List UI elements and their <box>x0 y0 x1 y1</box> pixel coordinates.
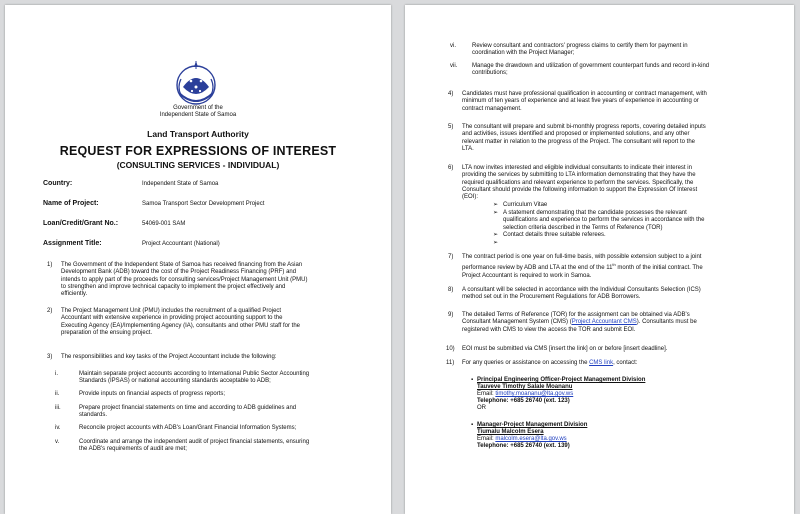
item-vi-number: vi. <box>450 43 456 49</box>
item-line: Manage the drawdown and utilization of government counterpart funds and record in-kind <box>472 63 710 69</box>
cms-link[interactable]: CMS link <box>589 360 614 366</box>
bullet-arrow-icon: ➢ <box>493 210 499 216</box>
item-vi <box>472 43 764 58</box>
field-value-project: Samoa Transport Sector Development Project <box>142 201 265 207</box>
item-vii-number: vii. <box>450 63 458 69</box>
contact-1 <box>471 377 646 412</box>
para-10: EOI must be submitted via CMS [insert the link] on or before [insert deadline]. <box>462 346 668 352</box>
field-value-country: Independent State of Samoa <box>142 181 219 187</box>
gov-line-1: Government of the <box>173 105 223 111</box>
para-5 <box>462 124 762 153</box>
bullet-arrow-icon: ➢ <box>493 202 499 208</box>
para-5-line: relevant matter in relation to the progress of the Project. The consultant will report to the <box>462 138 696 145</box>
para-1-number: 1) <box>47 262 53 268</box>
contact-2-phone: Telephone: +685 26740 (ext. 139) <box>477 443 570 449</box>
bullet-line: selection criteria described in the Terms of Reference (TOR) <box>503 224 663 231</box>
para-8 <box>462 287 762 302</box>
eoi-bullet-cv <box>503 202 761 209</box>
para-6-line: (EOI): <box>462 194 478 201</box>
contact-2-email-link[interactable]: malcolm.esera@lta.gov.ws <box>495 436 567 442</box>
field-value-assignment: Project Accountant (National) <box>142 241 220 247</box>
contact-1-name: Tauveve Timothy Salale Moananu <box>477 384 573 390</box>
para-5-number: 5) <box>448 124 454 130</box>
para-6-number: 6) <box>448 165 454 171</box>
item-i <box>79 371 361 386</box>
item-vii <box>472 63 764 78</box>
item-ii-number: ii. <box>55 391 60 397</box>
bullet-arrow-icon: ➢ <box>493 240 499 246</box>
para-11-text: For any queries or assistance on accessing the <box>462 360 590 366</box>
item-i-number: i. <box>55 371 58 377</box>
para-4-line: minimum of ten years of experience and at least five years of experience in accounting or <box>462 98 699 105</box>
para-1-line: Development Bank (ADB) toward the cost of the Project Readiness Financing (PRF) and <box>61 269 297 276</box>
field-label-country: Country: <box>43 180 73 187</box>
item-line: Standards (IPSAS) or national accounting standards acceptable to ADB; <box>79 378 271 385</box>
para-2 <box>61 308 359 337</box>
para-8-line: A consultant will be selected in accordance with the Individual Consultants Selection (ICS) <box>462 287 701 293</box>
bullet-line: A statement demonstrating that the candidate possesses the relevant <box>503 210 687 216</box>
para-11-number: 11) <box>446 360 455 366</box>
para-2-line: Accountant with extensive experience in providing project accounting support to the <box>61 315 283 322</box>
para-10-number: 10) <box>446 346 455 352</box>
para-4 <box>462 91 762 113</box>
item-iii <box>79 405 361 420</box>
field-label-assignment: Assignment Title: <box>43 240 102 247</box>
contact-1-phone: Telephone: +685 26740 (ext. 123) <box>477 398 570 404</box>
para-9-line: The detailed Terms of Reference (TOR) for the assignment can be obtained via ADB's <box>462 312 690 318</box>
para-7-text: month of the initial contract. The <box>615 265 703 272</box>
contact-1-role <box>471 377 646 384</box>
contact-role-text: Manager-Project Management Division <box>477 422 588 428</box>
item-iv-number: iv. <box>55 425 61 431</box>
para-9-text: Consultant Management System (CMS) ( <box>462 319 572 326</box>
contact-2-email-line <box>477 436 587 443</box>
para-2-line: The Project Management Unit (PMU) includes the recruitment of a qualified Project <box>61 308 282 314</box>
samoa-coat-of-arms-emblem <box>173 57 219 109</box>
field-value-loan: 54069-001 SAM <box>142 221 186 227</box>
email-label: Email: <box>477 436 496 442</box>
item-line: Provide inputs on financial aspects of progress reports; <box>79 391 226 397</box>
para-7-line <box>462 261 762 272</box>
para-2-number: 2) <box>47 308 53 314</box>
government-caption <box>5 105 391 119</box>
item-line: coordination with the Project Manager; <box>472 50 575 57</box>
superscript: th <box>612 262 616 268</box>
para-9 <box>462 312 762 334</box>
para-6-line: Consultant should provide the following information to support the Expression Of Interest <box>462 186 698 193</box>
item-line: Maintain separate project accounts according to International Public Sector Accounting <box>79 371 310 377</box>
para-3 <box>61 354 359 361</box>
para-9-line: registered with CMS to view the access the TOR and submit EOI. <box>462 326 636 333</box>
field-label-loan: Loan/Credit/Grant No.: <box>43 220 119 227</box>
para-6-line: required qualifications and relevant experience to perform the services. Specifically, the <box>462 179 694 186</box>
para-3-line: The responsibilities and key tasks of the Project Accountant include the following: <box>61 354 277 360</box>
bullet-line: Contact details three suitable referees. <box>503 232 606 238</box>
para-7-text: performance review by ADB and LTA at the end of the 11 <box>462 265 613 272</box>
para-7-number: 7) <box>448 254 454 260</box>
para-4-number: 4) <box>448 91 454 97</box>
document-title: REQUEST FOR EXPRESSIONS OF INTEREST <box>59 144 337 158</box>
para-6-line: LTA now invites interested and eligible individual consultants to indicate their interest in <box>462 165 692 171</box>
para-4-line: Candidates must have professional qualification in accounting or contract management, with <box>462 91 707 97</box>
bullet-line: qualifications and experience to perform the services in accordance with the <box>503 217 705 224</box>
contact-2-name: Tiumalu Malcolm Esera <box>477 429 544 435</box>
project-accountant-cms-link[interactable]: Project Accountant CMS <box>571 319 637 326</box>
contact-1-email-link[interactable]: timothy.moananu@lta.gov.ws <box>495 391 574 397</box>
item-line: Coordinate and arrange the independent audit of project financial statements, ensuring <box>79 439 310 445</box>
para-1 <box>61 262 359 298</box>
item-line: Prepare project financial statements on time and according to ADB guidelines and <box>79 405 297 411</box>
bullet-square-icon: ▪ <box>471 377 474 383</box>
contact-2-role <box>471 422 588 429</box>
item-iii-number: iii. <box>55 405 61 411</box>
para-4-line: contract management. <box>462 105 522 112</box>
document-page-right <box>405 5 794 514</box>
para-11-text: , contact: <box>613 360 638 366</box>
eoi-bullet-referees <box>503 232 761 239</box>
bullet-line: Curriculum Vitae <box>503 202 548 208</box>
item-line: contributions; <box>472 70 508 77</box>
para-6-line: providing the services by submitting to LTA information demonstrating that they have the <box>462 172 696 179</box>
item-line: Reconcile project accounts with ADB's Loan/Grant Financial Information Systems; <box>79 425 297 431</box>
item-v <box>79 439 361 454</box>
email-label: Email: <box>477 391 496 397</box>
document-subtitle: (CONSULTING SERVICES - INDIVIDUAL) <box>116 160 280 170</box>
item-ii <box>79 391 361 398</box>
bullet-arrow-icon: ➢ <box>493 232 499 238</box>
para-5-line: The consultant will prepare and submit bi-monthly progress reports, covering detailed inputs <box>462 124 706 130</box>
para-7 <box>462 254 762 280</box>
item-line: Review consultant and contractors' progress claims to certify them for payment in <box>472 43 688 49</box>
para-5-line: and activities, issues identified and proposed or implemented solutions, and any other <box>462 131 690 138</box>
para-1-line: to strengthen and improve technical capacity to implement the project effectively and <box>61 283 286 290</box>
or-separator: OR <box>477 405 486 411</box>
item-iv <box>79 425 361 432</box>
para-2-line: preparation of the ensuing project. <box>61 329 153 336</box>
bullet-square-icon: ▪ <box>471 422 474 428</box>
para-2-line: Executing Agency (EA)/Implementing Agency (IA), consultants and other PMU staff for the <box>61 322 301 329</box>
contact-role-text: Principal Engineering Officer-Project Management Division <box>477 377 646 383</box>
eoi-bullet-statement <box>503 210 761 232</box>
para-5-line: LTA. <box>462 145 474 152</box>
authority-name: Land Transport Authority <box>147 129 249 139</box>
para-3-number: 3) <box>47 354 53 360</box>
para-1-line: efficiently. <box>61 291 88 298</box>
document-page-left <box>5 5 391 514</box>
para-7-line: Project Accountant is required to work in Samoa. <box>462 272 592 279</box>
para-1-line: intends to apply part of the proceeds for consulting services/Project Management Unit (PMU) <box>61 276 308 283</box>
field-label-project: Name of Project: <box>43 200 99 207</box>
para-1-line: The Government of the Independent State of Samoa has received financing from the Asian <box>61 262 303 268</box>
contact-2 <box>471 422 588 450</box>
para-7-line: The contract period is one year on full-time basis, with possible extension subject to a joint <box>462 254 702 260</box>
contact-1-email-line <box>477 391 645 398</box>
para-8-number: 8) <box>448 287 454 293</box>
item-v-number: v. <box>55 439 60 445</box>
para-9-line <box>462 319 762 326</box>
para-6 <box>462 165 762 201</box>
para-9-text: ). Consultants must be <box>636 319 697 326</box>
item-line: standards. <box>79 412 108 419</box>
para-11 <box>462 360 762 367</box>
para-8-line: method set out in the Procurement Regulations for ADB Borrowers. <box>462 294 641 301</box>
para-9-number: 9) <box>448 312 454 318</box>
gov-line-2: Independent State of Samoa <box>159 112 237 118</box>
item-line: the ADB's requirements of audit are met; <box>79 446 187 453</box>
